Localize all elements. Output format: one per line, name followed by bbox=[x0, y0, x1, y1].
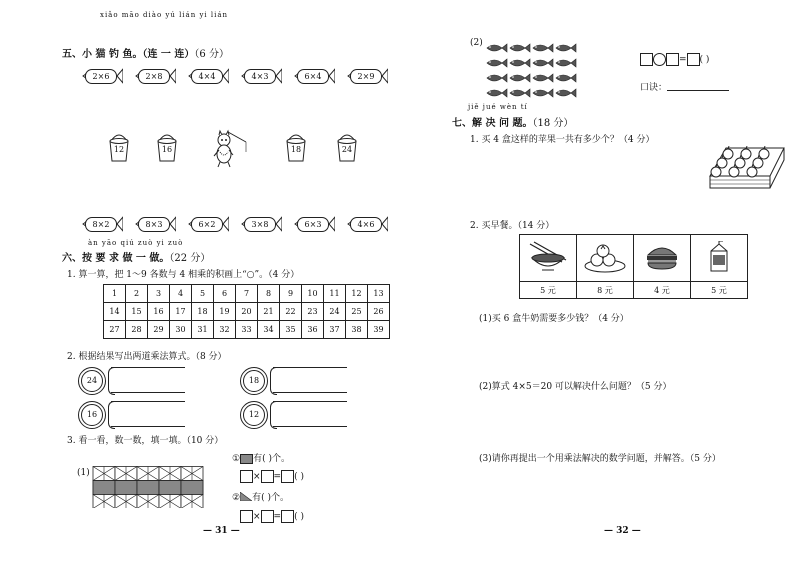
grid-cell[interactable]: 31 bbox=[192, 321, 214, 339]
milk-carton-icon bbox=[706, 241, 732, 273]
sec6-pinyin: àn yāo qiú zuò yi zuò bbox=[88, 239, 184, 247]
brace bbox=[108, 367, 115, 395]
blank-box[interactable] bbox=[687, 53, 700, 66]
fish-expression: 3×8 bbox=[244, 217, 276, 232]
sec6-title: 六、按 要 求 做 一 做。（22 分） bbox=[62, 253, 211, 264]
fish-bottom-3[interactable] bbox=[183, 214, 229, 234]
grid-cell[interactable]: 38 bbox=[346, 321, 368, 339]
grid-cell[interactable]: 2 bbox=[126, 285, 148, 303]
grid-cell[interactable]: 4 bbox=[170, 285, 192, 303]
grid-cell[interactable]: 21 bbox=[258, 303, 280, 321]
fish-top-4[interactable] bbox=[236, 66, 282, 86]
grid-cell[interactable]: 36 bbox=[302, 321, 324, 339]
grid-cell[interactable]: 16 bbox=[148, 303, 170, 321]
result-circle: 18 bbox=[243, 370, 265, 392]
answer-line[interactable] bbox=[111, 392, 185, 393]
blank-box[interactable] bbox=[240, 510, 253, 523]
fish-expression: 6×4 bbox=[297, 69, 329, 84]
answer-line[interactable] bbox=[111, 401, 185, 402]
grid-cell[interactable]: 15 bbox=[126, 303, 148, 321]
grid-cell[interactable]: 5 bbox=[192, 285, 214, 303]
grid-cell[interactable]: 20 bbox=[236, 303, 258, 321]
sec5-title: 五、小 猫 钓 鱼。（连 一 连）（6 分） bbox=[62, 49, 229, 60]
price-cell: 5 元 bbox=[520, 282, 577, 299]
q3-line3: ② 有( )个。 bbox=[232, 493, 289, 503]
bucket-number: 16 bbox=[161, 145, 173, 154]
fish-bottom-6[interactable] bbox=[342, 214, 388, 234]
grid-cell[interactable]: 22 bbox=[280, 303, 302, 321]
result-circle: 12 bbox=[243, 404, 265, 426]
fish-bottom-2[interactable] bbox=[130, 214, 176, 234]
q3-line1: ① 有( )个。 bbox=[232, 454, 290, 464]
brace bbox=[108, 401, 115, 429]
burger-cell bbox=[634, 235, 691, 282]
grid-cell[interactable]: 28 bbox=[126, 321, 148, 339]
apple-box-icon bbox=[706, 146, 786, 200]
fish-top-2[interactable] bbox=[130, 66, 176, 86]
page-number-left: — 31 — bbox=[203, 526, 240, 536]
grid-cell[interactable]: 33 bbox=[236, 321, 258, 339]
fish-expression: 2×8 bbox=[138, 69, 170, 84]
cat-fishing-icon bbox=[210, 128, 248, 168]
blank-box[interactable] bbox=[666, 53, 679, 66]
blank-box[interactable] bbox=[261, 470, 274, 483]
grid-cell[interactable]: 30 bbox=[170, 321, 192, 339]
fish-array-figure bbox=[485, 40, 577, 106]
fish-top-5[interactable] bbox=[289, 66, 335, 86]
grid-cell[interactable]: 25 bbox=[346, 303, 368, 321]
dumplings-icon bbox=[582, 240, 628, 274]
answer-line[interactable] bbox=[111, 367, 185, 368]
grid-cell[interactable]: 35 bbox=[280, 321, 302, 339]
sec6-q3: 3. 看一看，数一数，填一填。（10 分） bbox=[67, 436, 224, 446]
answer-line[interactable] bbox=[273, 392, 347, 393]
q3-line2: × = ( ) bbox=[240, 470, 304, 483]
fish-expression: 6×3 bbox=[297, 217, 329, 232]
sec7-sub2: (2)算式 4×5＝20 可以解决什么问题？（5 分） bbox=[479, 382, 672, 392]
bucket-number: 12 bbox=[113, 145, 125, 154]
koujue-label: 口诀： bbox=[640, 83, 668, 93]
sec6-q2: 2. 根据结果写出两道乘法算式。（8 分） bbox=[67, 352, 227, 362]
fish-top-1[interactable] bbox=[77, 66, 123, 86]
bucket-1[interactable] bbox=[107, 133, 131, 163]
grid-row bbox=[104, 303, 390, 321]
result-circle: 24 bbox=[81, 370, 103, 392]
bucket-number: 24 bbox=[341, 145, 353, 154]
answer-line[interactable] bbox=[273, 426, 347, 427]
answer-line[interactable] bbox=[111, 426, 185, 427]
fish-expression: 2×6 bbox=[85, 69, 117, 84]
grid-cell[interactable]: 6 bbox=[214, 285, 236, 303]
tile-grid-figure bbox=[92, 466, 204, 512]
grid-cell[interactable]: 19 bbox=[214, 303, 236, 321]
sec7-sub1: (1)买 6 盒牛奶需要多少钱？（4 分） bbox=[479, 314, 629, 324]
sec7-q2: 2. 买早餐。（14 分） bbox=[470, 221, 555, 231]
grid-cell[interactable]: 12 bbox=[346, 285, 368, 303]
grid-cell[interactable]: 1 bbox=[104, 285, 126, 303]
sec6-q1: 1. 算一算，把 1～9 各数与 4 相乘的积画上“○”。（4 分） bbox=[67, 270, 300, 280]
bucket-2[interactable] bbox=[155, 133, 179, 163]
grid-cell[interactable]: 13 bbox=[368, 285, 390, 303]
noodle-bowl-cell bbox=[520, 235, 577, 282]
number-grid bbox=[103, 284, 390, 339]
noodle-bowl-icon bbox=[526, 240, 570, 274]
blank-box[interactable] bbox=[261, 510, 274, 523]
grid-cell[interactable]: 7 bbox=[236, 285, 258, 303]
blank-box[interactable] bbox=[640, 53, 653, 66]
bucket-4[interactable] bbox=[335, 133, 359, 163]
page-number-right: — 32 — bbox=[604, 526, 641, 536]
result-circle: 16 bbox=[81, 404, 103, 426]
grid-cell[interactable]: 29 bbox=[148, 321, 170, 339]
fish-expression: 4×4 bbox=[191, 69, 223, 84]
price-cell: 4 元 bbox=[634, 282, 691, 299]
grid-row bbox=[104, 285, 390, 303]
grid-cell[interactable]: 39 bbox=[368, 321, 390, 339]
gray-square-icon bbox=[240, 454, 253, 464]
fish-bottom-5[interactable] bbox=[289, 214, 335, 234]
triangle-icon bbox=[240, 492, 252, 504]
price-cell: 5 元 bbox=[691, 282, 748, 299]
fish-expression: 6×2 bbox=[191, 217, 223, 232]
fish-expression: 2×9 bbox=[350, 69, 382, 84]
fish-bottom-1[interactable] bbox=[77, 214, 123, 234]
brace bbox=[270, 401, 277, 429]
price-cell: 8 元 bbox=[577, 282, 634, 299]
grid-cell[interactable]: 18 bbox=[192, 303, 214, 321]
fish-top-3[interactable] bbox=[183, 66, 229, 86]
equation-boxes: = ( ) bbox=[640, 53, 709, 66]
grid-cell[interactable]: 26 bbox=[368, 303, 390, 321]
fish-expression: 8×3 bbox=[138, 217, 170, 232]
bucket-number: 18 bbox=[290, 145, 302, 154]
blank-box[interactable] bbox=[240, 470, 253, 483]
grid-cell[interactable]: 34 bbox=[258, 321, 280, 339]
grid-cell[interactable]: 37 bbox=[324, 321, 346, 339]
grid-cell[interactable]: 23 bbox=[302, 303, 324, 321]
fish-expression: 4×6 bbox=[350, 217, 382, 232]
milk-cell bbox=[691, 235, 748, 282]
koujue-answer-line[interactable] bbox=[667, 90, 729, 91]
grid-cell[interactable]: 17 bbox=[170, 303, 192, 321]
fish-bottom-4[interactable] bbox=[236, 214, 282, 234]
blank-box[interactable] bbox=[281, 470, 294, 483]
grid-cell[interactable]: 11 bbox=[324, 285, 346, 303]
sec7-pinyin: jiě jué wèn tí bbox=[468, 103, 528, 111]
burger-icon bbox=[645, 243, 679, 271]
grid-cell[interactable]: 24 bbox=[324, 303, 346, 321]
bucket-3[interactable] bbox=[284, 133, 308, 163]
brace bbox=[270, 367, 277, 395]
answer-line[interactable] bbox=[273, 401, 347, 402]
sec7-sub3: (3)请你再提出一个用乘法解决的数学问题，并解答。（5 分） bbox=[479, 454, 721, 464]
grid-cell[interactable]: 32 bbox=[214, 321, 236, 339]
fish-expression: 8×2 bbox=[85, 217, 117, 232]
sec7-q1: 1. 买 4 盒这样的苹果一共有多少个？（4 分） bbox=[470, 135, 655, 145]
operator-circle[interactable] bbox=[653, 53, 666, 66]
grid-cell[interactable]: 10 bbox=[302, 285, 324, 303]
fish-top-6[interactable] bbox=[342, 66, 388, 86]
blank-box[interactable] bbox=[281, 510, 294, 523]
q3-label: (1) bbox=[77, 468, 90, 478]
fish-expression: 4×3 bbox=[244, 69, 276, 84]
q2-label: (2) bbox=[470, 38, 483, 48]
grid-row bbox=[104, 321, 390, 339]
breakfast-price-table bbox=[519, 234, 748, 299]
dumplings-cell bbox=[577, 235, 634, 282]
q3-line4: × = ( ) bbox=[240, 510, 304, 523]
grid-cell[interactable]: 27 bbox=[104, 321, 126, 339]
grid-cell[interactable]: 3 bbox=[148, 285, 170, 303]
sec7-title: 七、解 决 问 题。（18 分） bbox=[452, 118, 574, 129]
answer-line[interactable] bbox=[273, 367, 347, 368]
grid-cell[interactable]: 14 bbox=[104, 303, 126, 321]
sec5-pinyin: xiǎo māo diào yú lián yi lián bbox=[100, 11, 229, 19]
grid-cell[interactable]: 8 bbox=[258, 285, 280, 303]
grid-cell[interactable]: 9 bbox=[280, 285, 302, 303]
